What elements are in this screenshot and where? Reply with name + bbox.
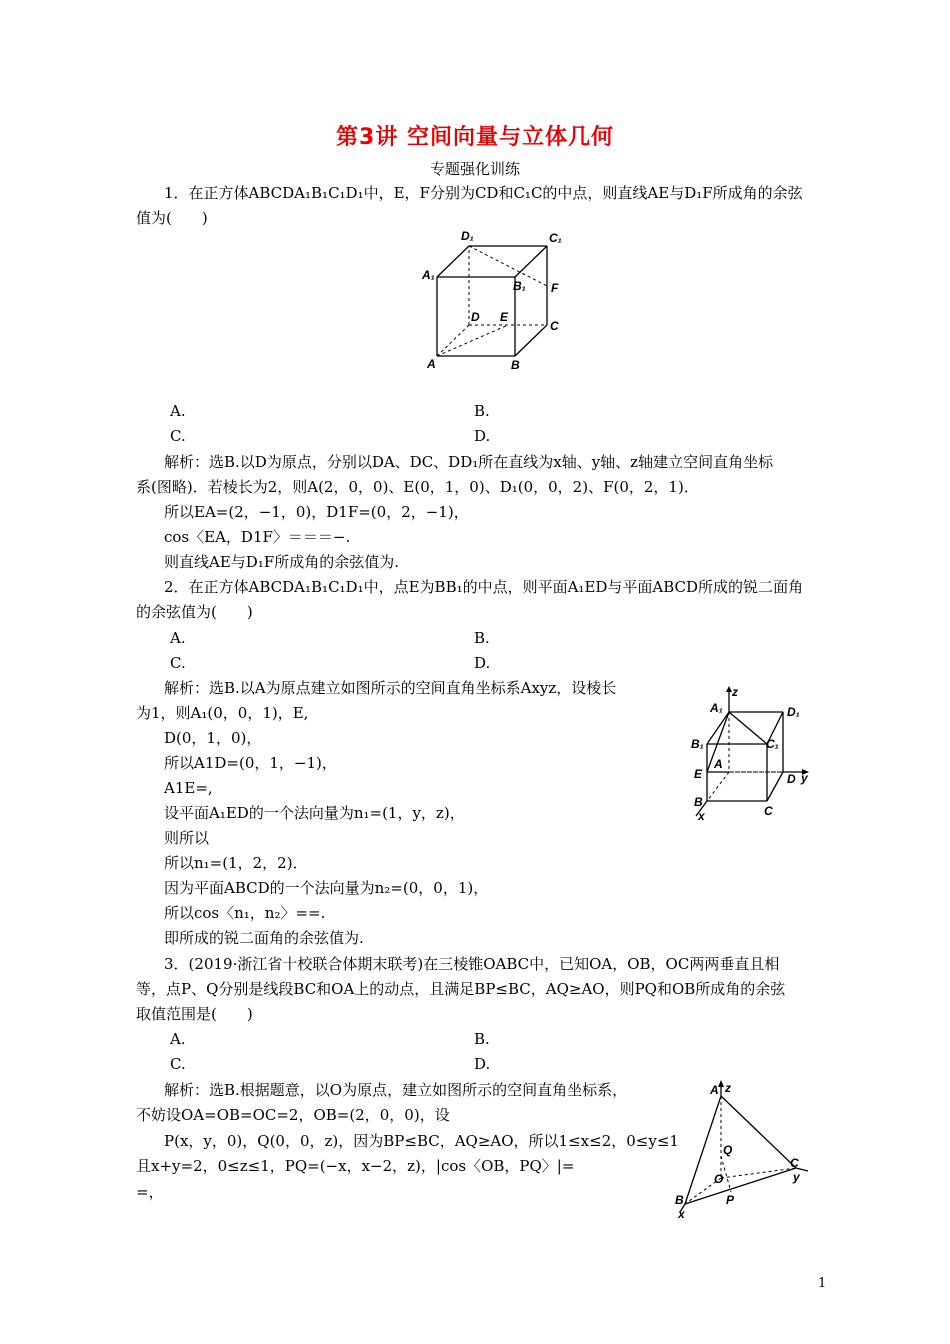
tetrahedron-figure-3 xyxy=(670,1080,820,1220)
label-B1: B₁ xyxy=(691,737,704,751)
q3-solution-line3: P(x，y，0)，Q(0，0，z)，因为BP≤BC，AQ≥AO，所以1≤x≤2，0≤y≤1 xyxy=(164,1132,679,1150)
q3-stem-line1: 3．(2019·浙江省十校联合体期末联考)在三棱锥OABC中，已知OA，OB，OC两两垂直且相 xyxy=(164,955,780,973)
label-B: B xyxy=(694,795,703,809)
label-D: D xyxy=(471,310,480,324)
q1-stem-line2: 值为( ) xyxy=(136,209,208,227)
q3-option-d: D. xyxy=(474,1055,491,1073)
page-title: 第3讲 空间向量与立体几何 xyxy=(336,125,614,150)
q1-solution-line4: cos〈EA，D1F〉＝＝＝−. xyxy=(164,528,351,546)
axis-z-label: z xyxy=(732,686,738,699)
q2-solution-line3: D(0，1，0)， xyxy=(164,729,262,747)
q1-solution-line2: 系(图略)．若棱长为2，则A(2，0，0)、E(0，1，0)、D₁(0，0，2)、F(0，2，1)． xyxy=(136,478,699,496)
q3-stem-line2: 等，点P、Q分别是线段BC和OA上的动点，且满足BP≤BC，AQ≥AO，则PQ和OB所成角的余弦 xyxy=(136,980,786,998)
label-B1: B₁ xyxy=(513,279,526,293)
q3-solution-line1: 解析：选B.根据题意，以O为原点，建立如图所示的空间直角坐标系， xyxy=(164,1081,628,1099)
q1-solution-line3: 所以EA=(2，−1，0)，D1F=(0，2，−1)， xyxy=(164,503,469,521)
q3-option-a: A. xyxy=(170,1030,186,1048)
label-C1: C₁ xyxy=(766,737,779,751)
q2-solution-line6: 设平面A₁ED的一个法向量为n₁=(1，y，z)， xyxy=(164,804,465,822)
label-A1: A₁ xyxy=(422,268,435,282)
axis-y-label: y xyxy=(793,1170,800,1184)
axis-x-label: x xyxy=(698,809,705,822)
label-D1: D₁ xyxy=(461,229,474,243)
q2-solution-line8: 所以n₁=(1，2，2)． xyxy=(164,854,308,872)
axis-x-label: x xyxy=(678,1207,685,1220)
label-A1: A₁ xyxy=(710,701,723,715)
q3-solution-line2: 不妨设OA=OB=OC=2，OB=(2，0，0)，设 xyxy=(136,1106,450,1124)
q2-option-b: B. xyxy=(474,629,490,647)
label-D1: D₁ xyxy=(787,705,800,719)
q2-solution-line9: 因为平面ABCD的一个法向量为n₂=(0，0，1)， xyxy=(164,879,489,897)
q1-solution-line1: 解析：选B.以D为原点，分别以DA、DC、DD₁所在直线为x轴、y轴、z轴建立空间直角坐标 xyxy=(164,453,774,471)
q2-stem-line2: 的余弦值为( ) xyxy=(136,603,253,621)
label-P: P xyxy=(726,1193,735,1207)
label-C: C xyxy=(550,319,559,333)
page-subtitle: 专题强化训练 xyxy=(429,160,520,178)
cube-figure-1 xyxy=(420,228,570,374)
q2-option-d: D. xyxy=(474,654,491,672)
axis-z-label: z xyxy=(725,1081,731,1095)
q2-solution-line11: 即所成的锐二面角的余弦值为. xyxy=(164,929,364,947)
label-D: D xyxy=(787,772,796,786)
q2-solution-line1: 解析：选B.以A为原点建立如图所示的空间直角坐标系Axyz，设棱长 xyxy=(164,679,617,697)
label-E: E xyxy=(500,310,509,324)
label-B: B xyxy=(511,358,520,372)
q2-stem-line1: 2．在正方体ABCDA₁B₁C₁D₁中，点E为BB₁的中点，则平面A₁ED与平面ABCD所成的锐二面角 xyxy=(164,578,804,596)
q2-solution-line7: 则所以 xyxy=(164,829,210,847)
q1-option-c: C. xyxy=(170,427,186,445)
q2-solution-line10: 所以cos〈n₁，n₂〉==. xyxy=(164,904,326,922)
label-C: C xyxy=(790,1156,799,1170)
q1-option-a: A. xyxy=(170,402,186,420)
q1-solution-line5: 则直线AE与D₁F所成角的余弦值为. xyxy=(164,553,399,571)
label-C: C xyxy=(764,804,773,818)
axis-y-label: y xyxy=(801,771,808,785)
label-A: A xyxy=(427,357,436,371)
q3-solution-line5: =， xyxy=(136,1183,164,1201)
q3-option-b: B. xyxy=(474,1030,490,1048)
q3-option-c: C. xyxy=(170,1055,186,1073)
label-A: A xyxy=(710,1083,719,1097)
q2-option-c: C. xyxy=(170,654,186,672)
label-E: E xyxy=(694,767,703,781)
q3-solution-line4: 且x+y=2，0≤z≤1，PQ=(−x，x−2，z)，|cos〈OB，PQ〉|= xyxy=(136,1157,575,1175)
label-B: B xyxy=(675,1193,684,1207)
page-number: 1 xyxy=(818,1276,827,1291)
label-Q: Q xyxy=(723,1143,733,1157)
label-A: A xyxy=(714,757,723,771)
q1-stem-line1: 1．在正方体ABCDA₁B₁C₁D₁中，E，F分别为CD和C₁C的中点，则直线AE与D₁F所成角的余弦 xyxy=(164,184,803,202)
q2-solution-line2: 为1，则A₁(0，0，1)，E, xyxy=(136,704,309,722)
q1-option-b: B. xyxy=(474,402,490,420)
label-F: F xyxy=(551,281,559,295)
label-O: O xyxy=(714,1172,724,1186)
q2-option-a: A. xyxy=(170,629,186,647)
q3-stem-line3: 取值范围是( ) xyxy=(136,1005,253,1023)
q1-option-d: D. xyxy=(474,427,491,445)
q2-solution-line5: A1E=, xyxy=(164,779,213,797)
cube-figure-2 xyxy=(688,686,818,822)
q2-solution-line4: 所以A1D=(0，1，−1)， xyxy=(164,754,337,772)
label-C1: C₁ xyxy=(549,231,562,245)
